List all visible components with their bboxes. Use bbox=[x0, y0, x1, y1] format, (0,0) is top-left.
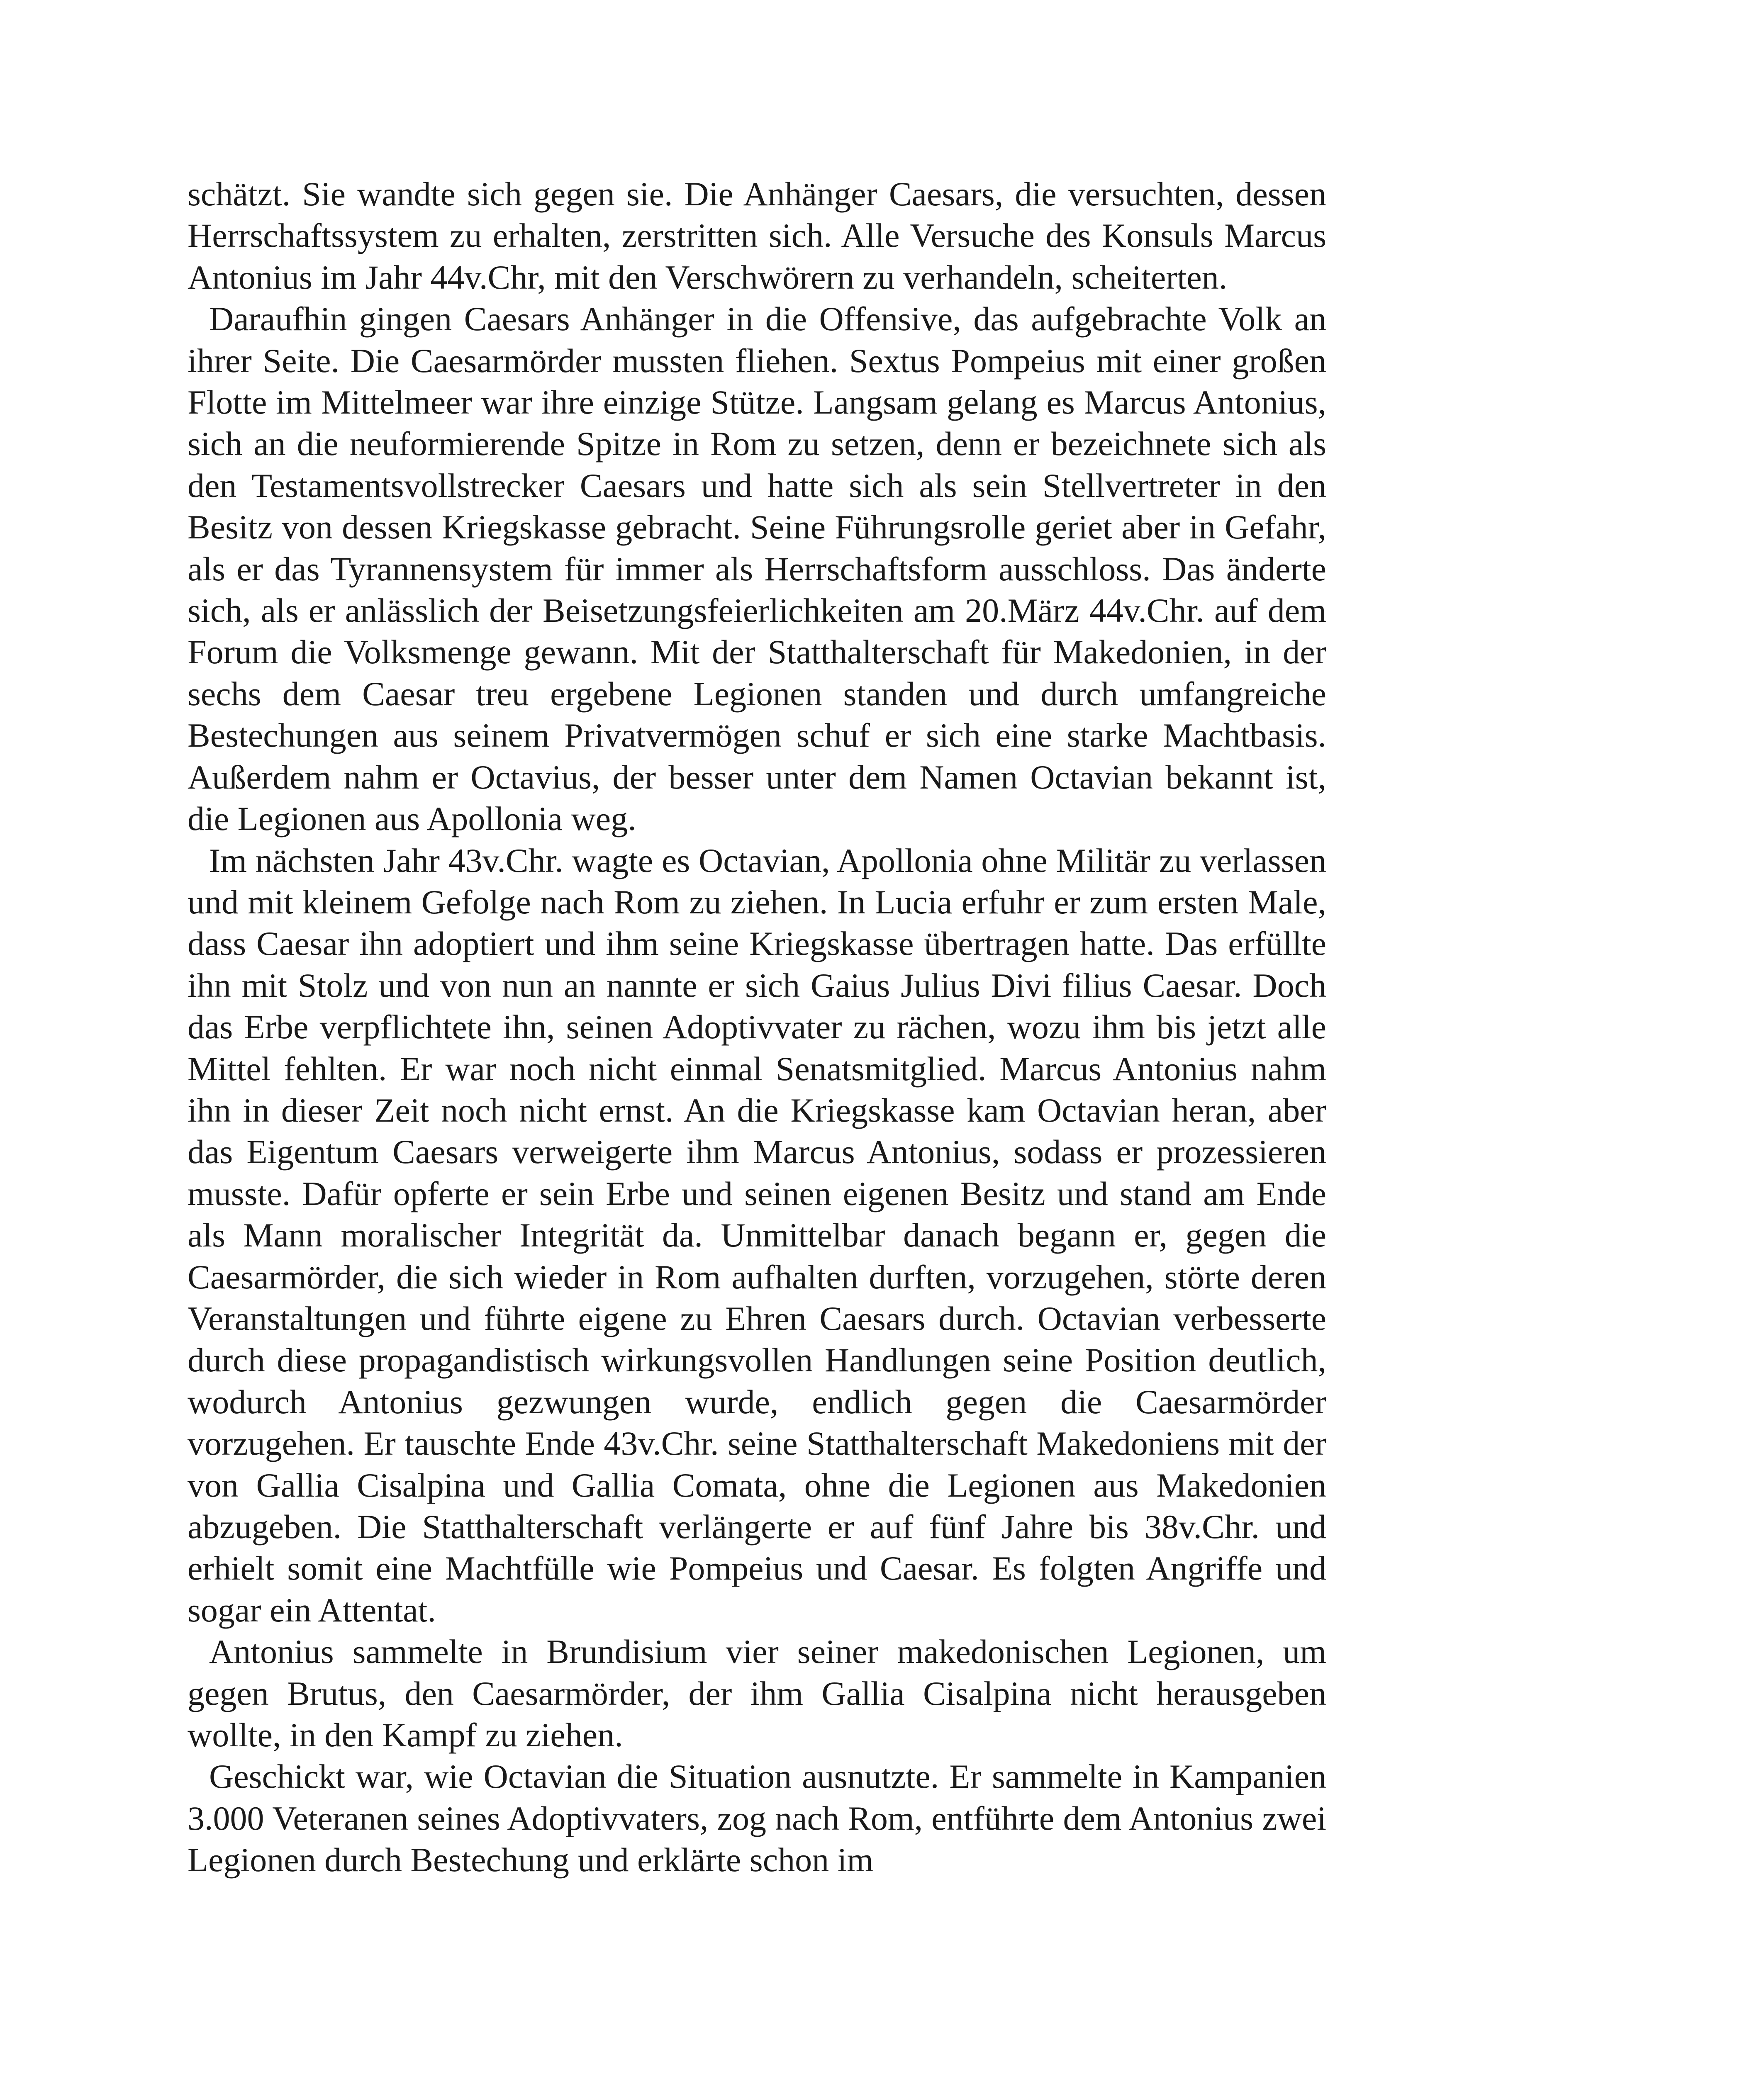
paragraph-1: schätzt. Sie wandte sich gegen sie. Die Anhänger Caesars, die versuchten, dessen Herrschaftssystem zu erhalten, zerstritten sich. Alle Versuche des Konsuls Marcus Antonius im Jahr 44v.Chr, mit den Verschwörern zu verhandeln, scheiterten. bbox=[188, 175, 1326, 296]
paragraph-3: Im nächsten Jahr 43v.Chr. wagte es Octavian, Apollonia ohne Militär zu verlassen und mit kleinem Gefolge nach Rom zu ziehen. In Lucia erfuhr er zum ersten Male, dass Caesar ihn adoptiert und ihm seine Kriegskasse übertragen hatte. Das erfüllte ihn mit Stolz und von nun an nannte er sich Gaius Julius Divi filius Caesar. Doch das Erbe verpflichtete ihn, seinen Adoptivvater zu rächen, wozu ihm bis jetzt alle Mittel fehlten. Er war noch nicht einmal Senatsmitglied. Marcus Antonius nahm ihn in dieser Zeit noch nicht ernst. An die Kriegskasse kam Octavian heran, aber das Eigentum Caesars verweigerte ihm Marcus Antonius, sodass er prozessieren musste. Dafür opferte er sein Erbe und seinen eigenen Besitz und stand am Ende als Mann moralischer Integrität da. Unmittelbar danach begann er, gegen die Caesarmörder, die sich wieder in Rom aufhalten durften, vorzugehen, störte deren Veranstaltungen und führte eigene zu Ehren Caesars durch. Octavian verbesserte durch diese propagandistisch wirkungsvollen Handlungen seine Position deutlich, wodurch Antonius gezwungen wurde, endlich gegen die Caesarmörder vorzugehen. Er tauschte Ende 43v.Chr. seine Statthalterschaft Makedoniens mit der von Gallia Cisalpina und Gallia Comata, ohne die Legionen aus Makedonien abzugeben. Die Statthalterschaft verlängerte er auf fünf Jahre bis 38v.Chr. und erhielt somit eine Machtfülle wie Pompeius und Caesar. Es folgten Angriffe und sogar ein Attentat. bbox=[188, 841, 1326, 1629]
paragraph-4: Antonius sammelte in Brundisium vier seiner makedonischen Legionen, um gegen Brutus, den Caesarmörder, der ihm Gallia Cisalpina nicht herausgeben wollte, in den Kampf zu ziehen. bbox=[188, 1633, 1326, 1754]
paragraph-2: Daraufhin gingen Caesars Anhänger in die Offensive, das aufgebrachte Volk an ihrer Seite. Die Caesarmörder mussten fliehen. Sextus Pompeius mit einer großen Flotte im Mittelmeer war ihre einzige Stütze. Langsam gelang es Marcus Antonius, sich an die neuformierende Spitze in Rom zu setzen, denn er bezeichnete sich als den Testamentsvollstrecker Caesars und hatte sich als sein Stellvertreter in den Besitz von dessen Kriegskasse gebracht. Seine Führungsrolle geriet aber in Gefahr, als er das Tyrannensystem für immer als Herrschaftsform ausschloss. Das änderte sich, als er anlässlich der Beisetzungsfeierlichkeiten am 20.März 44v.Chr. auf dem Forum die Volksmenge gewann. Mit der Statthalterschaft für Makedonien, in der sechs dem Caesar treu ergebene Legionen standen und durch umfangreiche Bestechungen aus seinem Privatvermögen schuf er sich eine starke Machtbasis. Außerdem nahm er Octavius, der besser unter dem Namen Octavian bekannt ist, die Legionen aus Apollonia weg. bbox=[188, 300, 1326, 838]
body-text bbox=[188, 173, 1326, 1881]
paragraph-5: Geschickt war, wie Octavian die Situation ausnutzte. Er sammelte in Kampanien 3.000 Veteranen seines Adoptivvaters, zog nach Rom, entführte dem Antonius zwei Legionen durch Bestechung und erklärte schon im bbox=[188, 1758, 1326, 1879]
